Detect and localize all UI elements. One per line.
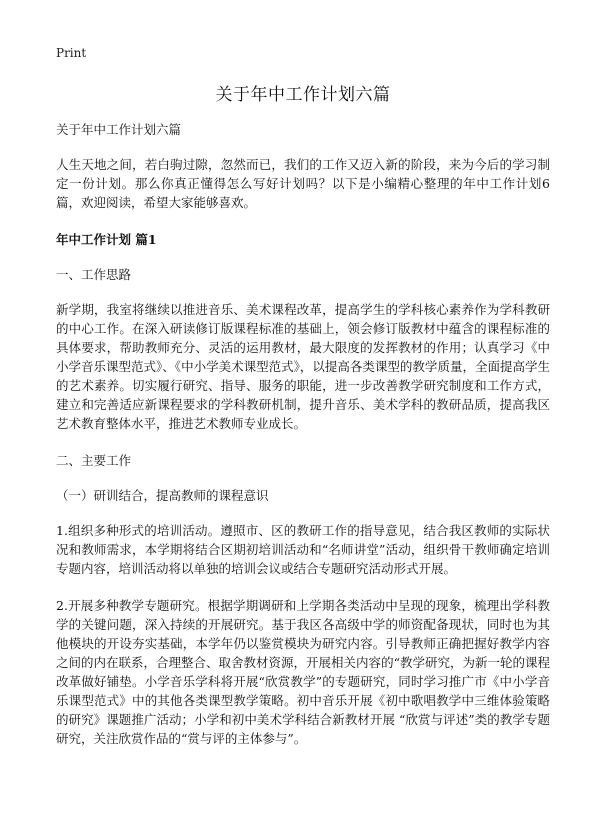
intro-paragraph: 人生天地之间，若白驹过隙，忽然而已，我们的工作又迈入新的阶段，来为今后的学习制定一份计划。那么你真正懂得怎么写好计划吗？以下是小编精心整理的年中工作计划6篇，欢迎阅读，希望大家能够喜欢。 — [56, 157, 550, 210]
work-ideas-paragraph: 新学期，我室将继续以推进音乐、美术课程改革，提高学生的学科核心素养作为学科教研的中心工作。在深入研读修订版课程标准的基础上，领会修订版教材中蕴含的课程标准的具体要求，帮助教师充分、灵活的运用教材，最大限度的发挥教材的作用；认真学习《中小学音乐课型范式》、《中小学美术课型范式》，以提高各类课型的教学质量，全面提高学生的艺术素养。切实履行研究、指导、服务的职能，进一步改善教学研究制度和工作方式，建立和完善适应新课程要求的学科教研机制，提升音乐、美术学科的教研品质，提高我区艺术教育整体水平，推进艺术教师专业成长。 — [56, 302, 550, 431]
subtitle: 关于年中工作计划六篇 — [56, 122, 182, 137]
subsection-heading: （一）研训结合，提高教师的课程意识 — [56, 488, 269, 503]
section-heading: 年中工作计划 篇1 — [56, 232, 157, 247]
page-title: 关于年中工作计划六篇 — [215, 85, 391, 105]
list-item-research: 2.开展多种教学专题研究。根据学期调研和上学期各类活动中呈现的现象，梳理出学科教学的关键问题，深入持续的开展研究。基于我区各高级中学的师资配备现状，同时也为其他模块的开设夯实基础，本学年仍以鉴赏模块为研究内容。引导教师正确把握好教学内容之间的内在联系，合理整合、取舍教材资源，开展相关内容的“教学研究，为新一轮的课程改革做好铺垫。小学音乐学科将开展“欣赏教学”的专题研究，同时学习推广市《中小学音乐课型范式》中的其他各类课型教学策略。初中音乐开展《初中歌唱教学中三维体验策略的研究》课题推广活动；小学和初中美术学科结合新教材开展 “欣赏与评述”类的教学专题研究，关注欣赏作品的“赏与评的主体参与”。 — [56, 598, 550, 746]
list-item-training: 1.组织多种形式的培训活动。遵照市、区的教研工作的指导意见，结合我区教师的实际状况和教师需求，本学期将结合区期初培训活动和“名师讲堂”活动，组织骨干教师确定培训专题内容，培训活动将以单独的培训会议或结合专题研究活动形式开展。 — [56, 523, 550, 576]
document-body — [56, 120, 550, 766]
part-heading-main-work: 二、主要工作 — [56, 453, 132, 468]
print-link[interactable]: Print — [56, 46, 87, 60]
part-heading-work-ideas: 一、工作思路 — [56, 267, 132, 282]
